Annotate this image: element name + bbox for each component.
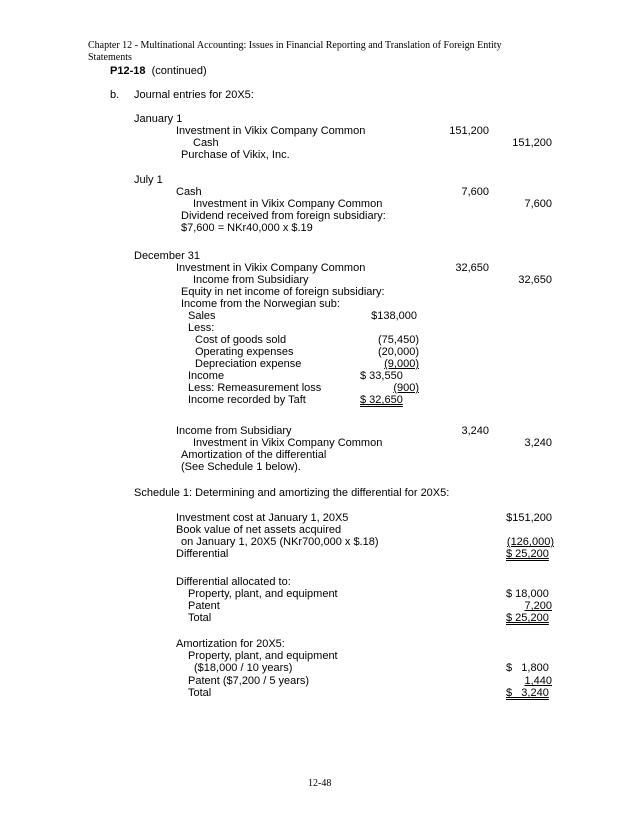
income-amount: $ 33,550 xyxy=(360,370,403,382)
part-title: Journal entries for 20X5: xyxy=(134,89,254,101)
income-label: Income xyxy=(188,370,225,382)
amort-ppe-label: Property, plant, and equipment xyxy=(188,650,338,662)
jan1-date: January 1 xyxy=(134,113,183,125)
dec31-explanation1: Equity in net income of foreign subsidiary: xyxy=(181,286,385,298)
jan1-credit-account: Cash xyxy=(193,137,219,149)
chapter-header-line2: Statements xyxy=(88,52,132,63)
amort-debit-amount: 3,240 xyxy=(461,425,489,437)
page-number: 12-48 xyxy=(308,778,332,789)
jul1-debit-account: Cash xyxy=(176,186,202,198)
allocation-total-amount-value: $ 25,200 xyxy=(506,612,549,624)
amort-credit-account: Investment in Vikix Company Common xyxy=(193,437,383,449)
part-letter: b. xyxy=(110,89,120,101)
cogs-amount: (75,450) xyxy=(378,334,419,346)
book-value-amount-value: (126,000) xyxy=(506,536,554,548)
jan1-credit-amount: 151,200 xyxy=(512,137,552,149)
dec31-credit-account: Income from Subsidiary xyxy=(193,274,309,286)
differential-amount xyxy=(506,548,549,561)
problem-heading xyxy=(110,65,207,78)
dec31-debit-amount: 32,650 xyxy=(455,262,489,274)
patent-amount-value: 7,200 xyxy=(524,600,552,612)
depreciation-amount-value: (9,000) xyxy=(384,358,419,370)
cost-label: Investment cost at January 1, 20X5 xyxy=(176,512,349,524)
amortization-title: Amortization for 20X5: xyxy=(176,638,285,650)
jan1-debit-amount: 151,200 xyxy=(449,125,489,137)
jul1-debit-amount: 7,600 xyxy=(461,186,489,198)
differential-amount-value: $ 25,200 xyxy=(506,548,549,560)
jul1-explanation1: Dividend received from foreign subsidiary: xyxy=(181,210,386,222)
remeasurement-amount-value: (900) xyxy=(393,382,419,394)
amort-ppe-calc: ($18,000 / 10 years) xyxy=(194,662,293,674)
differential-label: Differential xyxy=(176,548,229,560)
jul1-credit-account: Investment in Vikix Company Common xyxy=(193,198,383,210)
amort-total-amount-value: $ 3,240 xyxy=(506,687,549,699)
dec31-credit-amount: 32,650 xyxy=(518,274,552,286)
depreciation-label: Depreciation expense xyxy=(195,358,302,370)
amort-patent-amount-value: 1,440 xyxy=(524,675,552,687)
cost-amount: $151,200 xyxy=(506,512,552,524)
amort-explanation1: Amortization of the differential xyxy=(181,449,327,461)
allocation-total-amount xyxy=(506,612,549,625)
patent-label: Patent xyxy=(188,600,220,612)
jan1-explanation: Purchase of Vikix, Inc. xyxy=(181,149,290,161)
opex-label: Operating expenses xyxy=(195,346,294,358)
jul1-explanation2: $7,600 = NKr40,000 x $.19 xyxy=(181,222,313,234)
amort-total-amount xyxy=(506,687,549,700)
less-label: Less: xyxy=(188,322,215,334)
problem-id: P12-18 xyxy=(110,65,146,77)
amort-credit-amount: 3,240 xyxy=(524,437,552,449)
schedule-title: Schedule 1: Determining and amortizing the differential for 20X5: xyxy=(134,487,450,499)
amort-total-label: Total xyxy=(188,687,212,699)
jan1-debit-account: Investment in Vikix Company Common xyxy=(176,125,366,137)
taft-income-amount-value: $ 32,650 xyxy=(360,394,403,406)
sales-amount: $138,000 xyxy=(371,310,417,322)
dec31-explanation2: Income from the Norwegian sub: xyxy=(181,298,340,310)
cogs-label: Cost of goods sold xyxy=(195,334,287,346)
allocation-title: Differential allocated to: xyxy=(176,576,291,588)
chapter-header-line1: Chapter 12 - Multinational Accounting: Issues in Financial Reporting and Translation of Foreign Entity xyxy=(88,40,502,51)
problem-note: (continued) xyxy=(151,65,207,77)
allocation-total-label: Total xyxy=(188,612,212,624)
jul1-date: July 1 xyxy=(134,174,163,186)
dec31-debit-account: Investment in Vikix Company Common xyxy=(176,262,366,274)
dec31-date: December 31 xyxy=(134,250,201,262)
amort-ppe-amount: $ 1,800 xyxy=(506,662,549,674)
opex-amount: (20,000) xyxy=(378,346,419,358)
amort-patent-label: Patent ($7,200 / 5 years) xyxy=(188,675,310,687)
book-value-label1: Book value of net assets acquired xyxy=(176,524,342,536)
ppe-label: Property, plant, and equipment xyxy=(188,588,338,600)
taft-income-amount xyxy=(360,394,403,407)
jul1-credit-amount: 7,600 xyxy=(524,198,552,210)
sales-label: Sales xyxy=(188,310,216,322)
amort-debit-account: Income from Subsidiary xyxy=(176,425,292,437)
remeasurement-label: Less: Remeasurement loss xyxy=(188,382,322,394)
amort-explanation2: (See Schedule 1 below). xyxy=(181,461,301,473)
taft-income-label: Income recorded by Taft xyxy=(188,394,306,406)
ppe-amount: $ 18,000 xyxy=(506,588,549,600)
book-value-label2: on January 1, 20X5 (NKr700,000 x $.18) xyxy=(181,536,379,548)
